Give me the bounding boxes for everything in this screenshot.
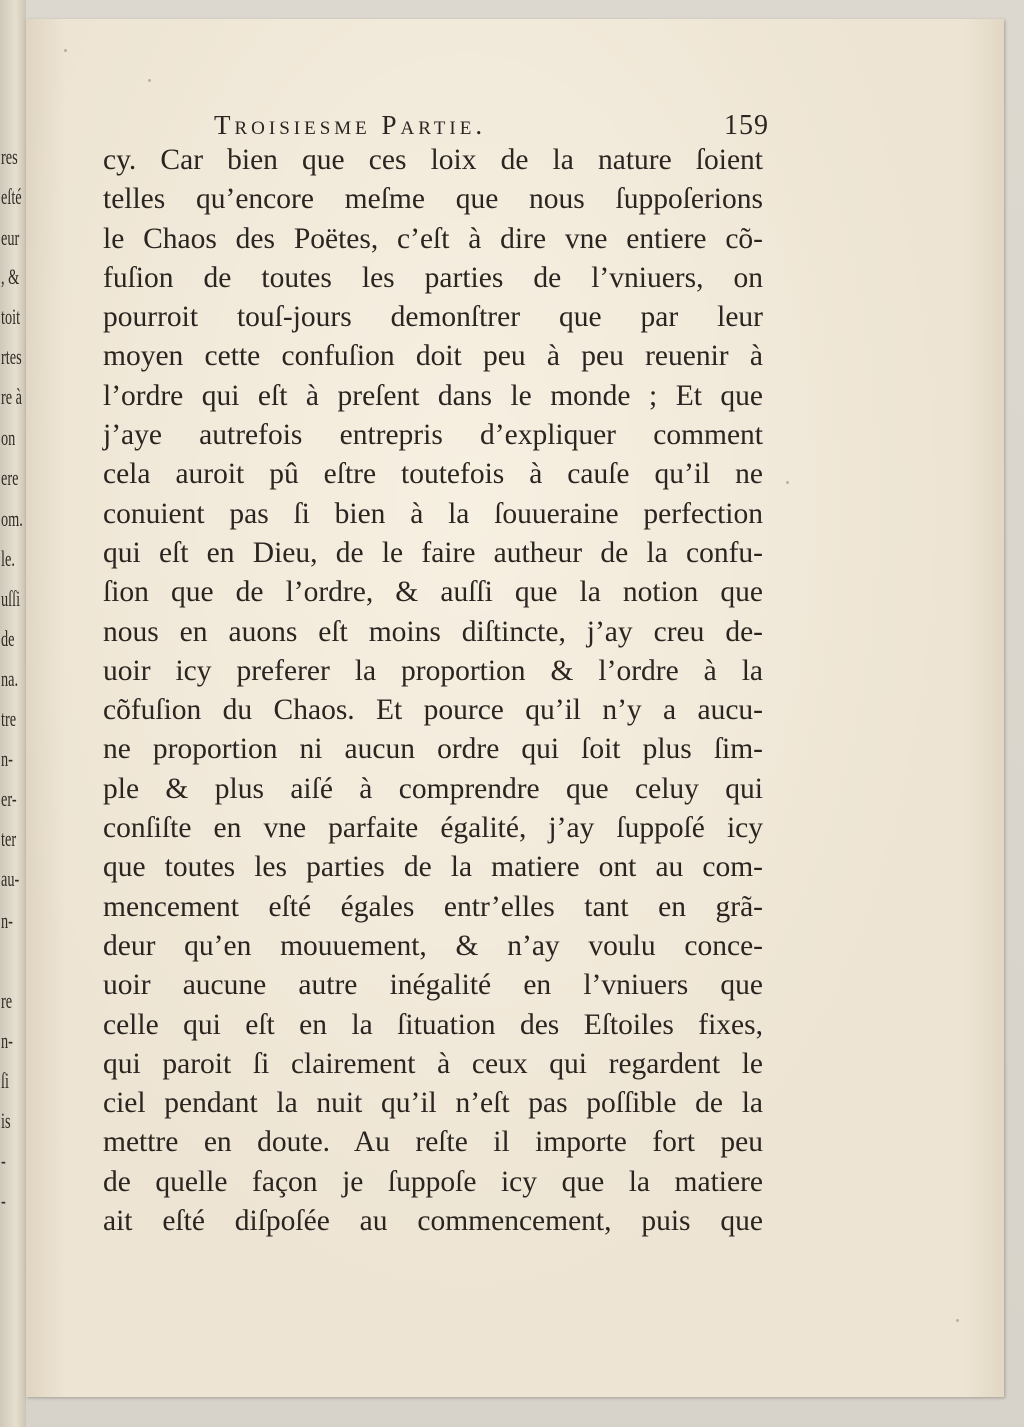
running-title: Troisiesme Partie.: [214, 110, 487, 140]
facing-page-fragment: na.: [1, 666, 19, 691]
text-line: cela auroit pû eſtre toutefois à cauſe qu’il ne: [103, 458, 763, 491]
text-line: que toutes les parties de la matiere ont au com-: [103, 851, 763, 884]
facing-page-fragment: toit: [1, 304, 21, 329]
paper-speck: [64, 49, 67, 52]
facing-page-fragment: re: [1, 988, 13, 1013]
text-line: mencement eſté égales entr’elles tant en grã-: [103, 890, 763, 923]
text-line: telles qu’encore meſme que nous ſuppoſerions: [103, 183, 763, 216]
text-line: celle qui eſt en la ſituation des Eſtoiles fixes,: [103, 1008, 763, 1041]
facing-page-fragment: n-: [1, 908, 13, 933]
facing-page-fragment: n-: [1, 746, 13, 771]
facing-page-fragment: n-: [1, 1028, 13, 1053]
text-line: pourroit touſ-jours demonſtrer que par leur: [103, 301, 763, 334]
text-line: de quelle façon je ſuppoſe icy que la matiere: [103, 1165, 763, 1198]
text-line: uoir icy preferer la proportion & l’ordre à la: [103, 654, 763, 687]
text-line: nous en auons eſt moins diſtincte, j’ay creu de-: [103, 615, 763, 648]
text-line: cy. Car bien que ces loix de la nature ſoient: [103, 144, 763, 176]
facing-page-fragment: ere: [1, 465, 19, 490]
facing-page-fragment: is: [1, 1108, 11, 1133]
facing-page-fragment: -: [1, 1148, 6, 1173]
facing-page-fragment: de: [1, 626, 15, 651]
text-line: qui paroit ſi clairement à ceux qui regardent le: [103, 1047, 763, 1080]
text-line: uoir aucune autre inégalité en l’vniuers que: [103, 969, 763, 1002]
text-line: j’aye autrefois entrepris d’expliquer comment: [103, 419, 763, 452]
facing-page-fragment: er-: [1, 786, 17, 811]
text-line: deur qu’en mouuement, & n’ay voulu conce-: [103, 929, 763, 962]
paper-speck: [786, 481, 789, 484]
facing-page-fragment: eſté: [1, 184, 22, 209]
text-line: ne proportion ni aucun ordre qui ſoit plus ſim-: [103, 733, 763, 766]
facing-page-fragment: ſi: [1, 1068, 9, 1093]
text-line: mettre en doute. Au reſte il importe fort peu: [103, 1126, 763, 1159]
facing-page-fragment: le.: [1, 546, 15, 571]
facing-page-edge: [0, 0, 26, 1427]
text-line: ciel pendant la nuit qu’il n’eſt pas poſſible de la: [103, 1087, 763, 1120]
text-line: le Chaos des Poëtes, c’eſt à dire vne entiere cõ-: [103, 222, 763, 255]
facing-page-fragment: , &: [1, 264, 20, 289]
text-line: ait eſté diſpoſée au commencement, puis que: [103, 1205, 763, 1238]
facing-page-fragment: au-: [1, 866, 20, 891]
text-line: conſiſte en vne parfaite égalité, j’ay ſuppoſé icy: [103, 812, 763, 845]
facing-page-fragment: ter: [1, 826, 17, 851]
paper-speck: [956, 1319, 959, 1322]
facing-page-fragment: uſſi: [1, 586, 21, 611]
facing-page-fragment: res: [1, 144, 18, 169]
facing-page-fragment: tre: [1, 706, 17, 731]
facing-page-fragment: eur: [1, 225, 20, 250]
text-line: ple & plus aiſé à comprendre que celuy qui: [103, 772, 763, 805]
text-line: l’ordre qui eſt à preſent dans le monde ; Et que: [103, 379, 763, 412]
page-number: 159: [724, 110, 769, 141]
text-line: fuſion de toutes les parties de l’vniuers, on: [103, 261, 763, 294]
text-line: moyen cette confuſion doit peu à peu reuenir à: [103, 340, 763, 373]
facing-page-fragment: on: [1, 425, 16, 450]
body-text: [103, 141, 763, 1241]
facing-page-fragment: re à: [1, 384, 23, 409]
text-line: qui eſt en Dieu, de le faire autheur de la confu-: [103, 536, 763, 569]
text-line: conuient pas ſi bien à la ſouueraine perfection: [103, 497, 763, 530]
paper-speck: [148, 79, 151, 82]
facing-page-fragment: om.: [1, 506, 23, 531]
text-line: cõfuſion du Chaos. Et pource qu’il n’y a aucu-: [103, 694, 763, 727]
text-line: ſion que de l’ordre, & auſſi que la notion que: [103, 576, 763, 609]
facing-page-fragment: rtes: [1, 344, 22, 369]
facing-page-fragment: -: [1, 1188, 6, 1213]
